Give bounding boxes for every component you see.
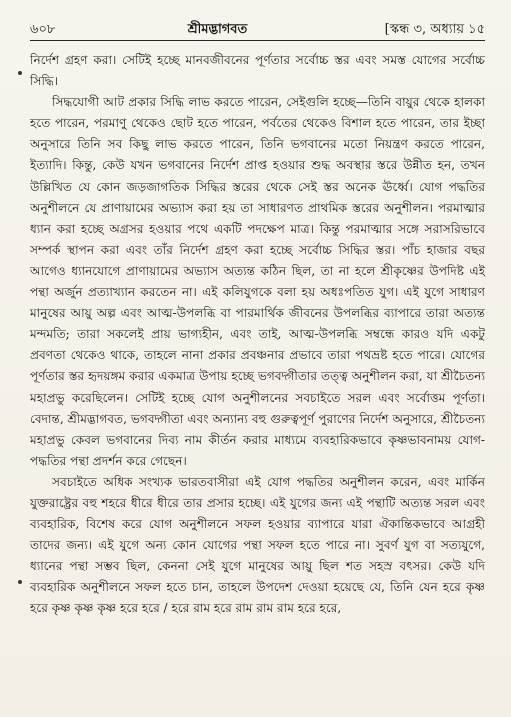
section-reference: [স্কন্ধ ৩, অধ্যায় ১৫ — [384, 22, 485, 37]
margin-dot — [18, 71, 22, 75]
running-title: শ্রীমদ্ভাগবত — [187, 22, 248, 37]
margin-dot — [18, 580, 22, 584]
page-number: ৬০৮ — [30, 22, 56, 37]
paragraph-3: সবচাইতে অধিক সংখ্যক ভারতবাসীরা এই যোগ পদ্ধতির অনুশীলন করেন, এবং মার্কিন যুক্তরাষ্ট্রের বহু শহরে ধীরে ধীরে তার প্রসার হচ্ছে। এই যুগের জন্য এই পন্থাটি অত্যন্ত সরল এবং ব্যবহারিক, বিশেষ করে যোগ অনুশীলনে সফল হওয়ার ব্যাপারে যারা ঐকান্তিকভাবে আগ্রহী তাদের জন্য। এই যুগে অন্য কোন যোগের পন্থা সফল হতে পারে না। সুবর্ণ যুগ বা সত্যযুগে, ধ্যানের পন্থা সম্ভব ছিল, কেননা সেই যুগে মানুষের আয়ু ছিল শত সহস্র বৎসর। কেউ যদি ব্যবহারিক অনুশীলনে সফল হতে চান, তাহলে উপদেশ দেওয়া হয়েছে যে, তিনি যেন হরে কৃষ্ণ হরে কৃষ্ণ কৃষ্ণ কৃষ্ণ হরে হরে / হরে রাম হরে রাম রাম রাম হরে হরে, — [30, 474, 485, 616]
header-divider — [30, 40, 485, 41]
page-header — [30, 16, 485, 38]
paragraph-1: নির্দেশ গ্রহণ করা। সেটিই হচ্ছে মানবজীবনের পূর্ণতার সর্বোচ্চ স্তর এবং সমস্ত যোগের সর্বোচ্চ সিদ্ধি। — [30, 53, 485, 89]
body-text — [30, 50, 485, 620]
paragraph-2: সিদ্ধযোগী আট প্রকার সিদ্ধি লাভ করতে পারেন, সেইগুলি হচ্ছে—তিনি বায়ুর থেকে হালকা হতে পারেন, পরমাণু থেকেও ছোট হতে পারেন, পর্বতের থেকেও বিশাল হতে পারেন, তার ইচ্ছা অনুসারে তিনি সব কিছু লাভ করতে পারেন, তিনি ভগবানের মতো নিয়ন্ত্রণ করতে পারেন, ইত্যাদি। কিন্তু, কেউ যখন ভগবানের নির্দেশ প্রাপ্ত হওয়ার শুদ্ধ অবস্থার স্তরে উন্নীত হন, তখন উল্লিখিত যে কোন জড়জাগতিক সিদ্ধির স্তরের থেকে সেই স্তর অনেক ঊর্ধ্বে। যোগ পদ্ধতির অনুশীলনে যে প্রাণায়ামের অভ্যাস করা হয় তা সাধারণত প্রাথমিক স্তরের অনুশীলন। পরমাত্মার ধ্যান করা হচ্ছে অগ্রসর হওয়ার পথে একটি পদক্ষেপ মাত্র। কিন্তু পরমাত্মার সঙ্গে সরাসরিভাবে সম্পর্ক স্থাপন করা এবং তাঁর নির্দেশ গ্রহণ করা হচ্ছে সর্বোচ্চ সিদ্ধির স্তর। পাঁচ হাজার বছর আগেও ধ্যানযোগে প্রাণায়ামের অভ্যাস অত্যন্ত কঠিন ছিল, তা না হলে শ্রীকৃষ্ণের উপদিষ্ট এই পন্থা অর্জুন প্রত্যাখ্যান করতেন না। এই কলিযুগকে বলা হয় অধঃপতিত যুগ। এই যুগে সাধারণ মানুষের আয়ু অল্প এবং আত্ম-উপলব্ধি বা পারমার্থিক জীবনের উপলব্ধির ব্যাপারে তারা অত্যন্ত মন্দমতি; তারা সকলেই প্রায় ভাগ্যহীন, এবং তাই, আত্ম-উপলব্ধি সম্বন্ধে কারও যদি একটু প্রবণতা থেকেও থাকে, তাহলে নানা প্রকার প্রবঞ্চনার প্রভাবে তারা পথভ্রষ্ট হতে পারে। যোগের পূর্ণতার স্তর হৃদয়ঙ্গম করার একমাত্র উপায় হচ্ছে ভগবদ্গীতার তত্ত্ব অনুশীলন করা, যা শ্রীচৈতন্য মহাপ্রভু করেছিলেন। সেটিই হচ্ছে যোগ অনুশীলনের সবচাইতে সরল এবং সর্বোত্তম পূর্ণতা। বেদান্ত, শ্রীমদ্ভাগবত, ভগবদ্গীতা এবং অন্যান্য বহু গুরুত্বপূর্ণ পুরাণের নির্দেশ অনুসারে, শ্রীচৈতন্য মহাপ্রভু কেবল ভগবানের দিব্য নাম কীর্তন করার মাধ্যমে ব্যবহারিকভাবে কৃষ্ণভাবনাময় যোগ-পদ্ধতির পন্থা প্রদর্শন করে গেছেন। — [30, 95, 485, 468]
